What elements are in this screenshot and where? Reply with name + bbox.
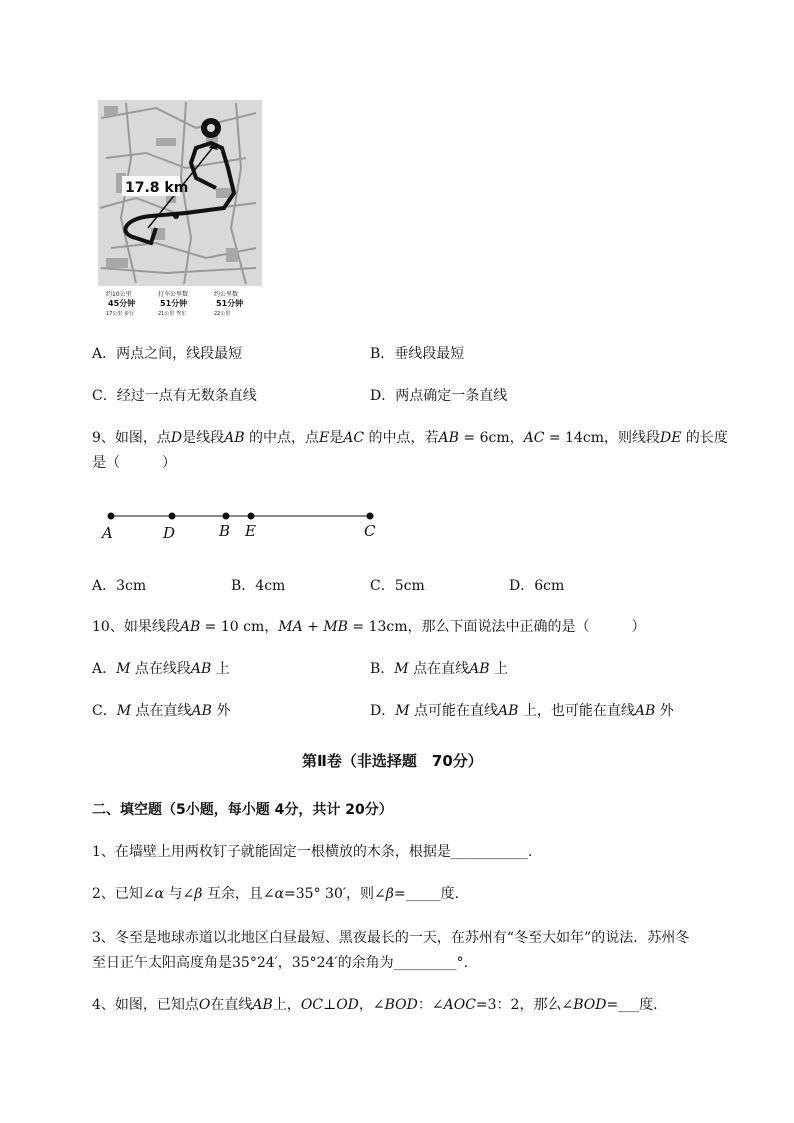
option-key: B． [370,346,395,362]
point-d [169,513,176,520]
label-d: D [163,524,176,542]
route-3-time: 51分钟 [216,299,244,308]
q8-option-d [370,386,507,406]
q9-option-b: B．4cm [231,578,286,594]
route-2-sub: 21公里 驾车 [158,311,186,317]
segment-figure [100,500,390,550]
route-2-time: 51分钟 [160,299,188,308]
point-a [108,513,115,520]
q8-option-a [92,344,242,364]
part-two-title: 第Ⅱ卷（非选择题 70分） [302,752,483,770]
q8-option-c [92,386,257,406]
route-3-sub: 22公里 [214,311,231,317]
label-c: C [364,522,376,540]
option-text: 两点确定一条直线 [395,388,508,404]
route-2-label: 打车公里数 [158,291,189,298]
q9-option-d: D．6cm [509,578,565,594]
route-map-image [96,98,264,323]
label-b: B [219,522,231,540]
q9-option-a: A．3cm [92,578,147,594]
q10-option-c: C．M 点在直线AB 外 [92,703,231,719]
q10-option-d: D．M 点可能在直线AB 上，也可能在直线AB 外 [370,703,674,719]
route-1-label: 约10公里 [106,291,132,298]
option-key: C． [92,388,117,404]
q10-option-b: B．M 点在直线AB 上 [370,661,508,677]
route-3-label: 约公里数 [214,291,239,298]
option-key: A． [92,346,117,362]
fill-question-3-line2: 至日正午太阳高度角是35°24′，35°24′的余角为_________°. [92,955,469,971]
point-c [367,513,374,520]
fill-question-4: 4、如图，已知点O在直线AB上，OC⊥OD，∠BOD：∠AOC=3：2，那么∠BOD=___度. [92,997,658,1013]
q8-option-b [370,344,464,364]
fill-question-2: 2、已知∠α 与∠β 互余，且∠α=35° 30′，则∠β=_____度. [92,886,460,902]
route-1-time: 45分钟 [108,299,136,308]
point-e [248,513,255,520]
point-b [223,513,230,520]
option-text: 经过一点有无数条直线 [116,388,257,404]
q10-question: 10、如果线段AB = 10 cm，MA + MB = 13cm，那么下面说法中正确的是（ ） [92,619,646,635]
option-text: 垂线段最短 [394,346,465,362]
label-a: A [102,524,113,542]
label-e: E [245,522,256,540]
option-key: D． [370,388,396,404]
q9-question-line2: 是（ ） [92,455,176,471]
fill-question-1: 1、在墙壁上用两枚钉子就能固定一根横放的木条，根据是___________. [92,844,533,860]
q9-question-line1: 9、如图，点D是线段AB 的中点，点E是AC 的中点，若AB = 6cm，AC = 14cm，则线段DE 的长度 [92,430,728,446]
route-1-sub: 17公里 步行 [106,311,134,317]
q10-option-a: A．M 点在线段AB 上 [92,661,230,677]
map-distance-label: 17.8 km [125,180,189,196]
fill-question-3-line1: 3、冬至是地球赤道以北地区白昼最短、黑夜最长的一天，在苏州有“冬至大如年”的说法．苏州冬 [92,930,690,946]
q9-option-c: C．5cm [370,578,425,594]
section-two-title: 二、填空题（5小题，每小题 4分，共计 20分） [92,802,393,818]
option-text: 两点之间，线段最短 [116,346,243,362]
